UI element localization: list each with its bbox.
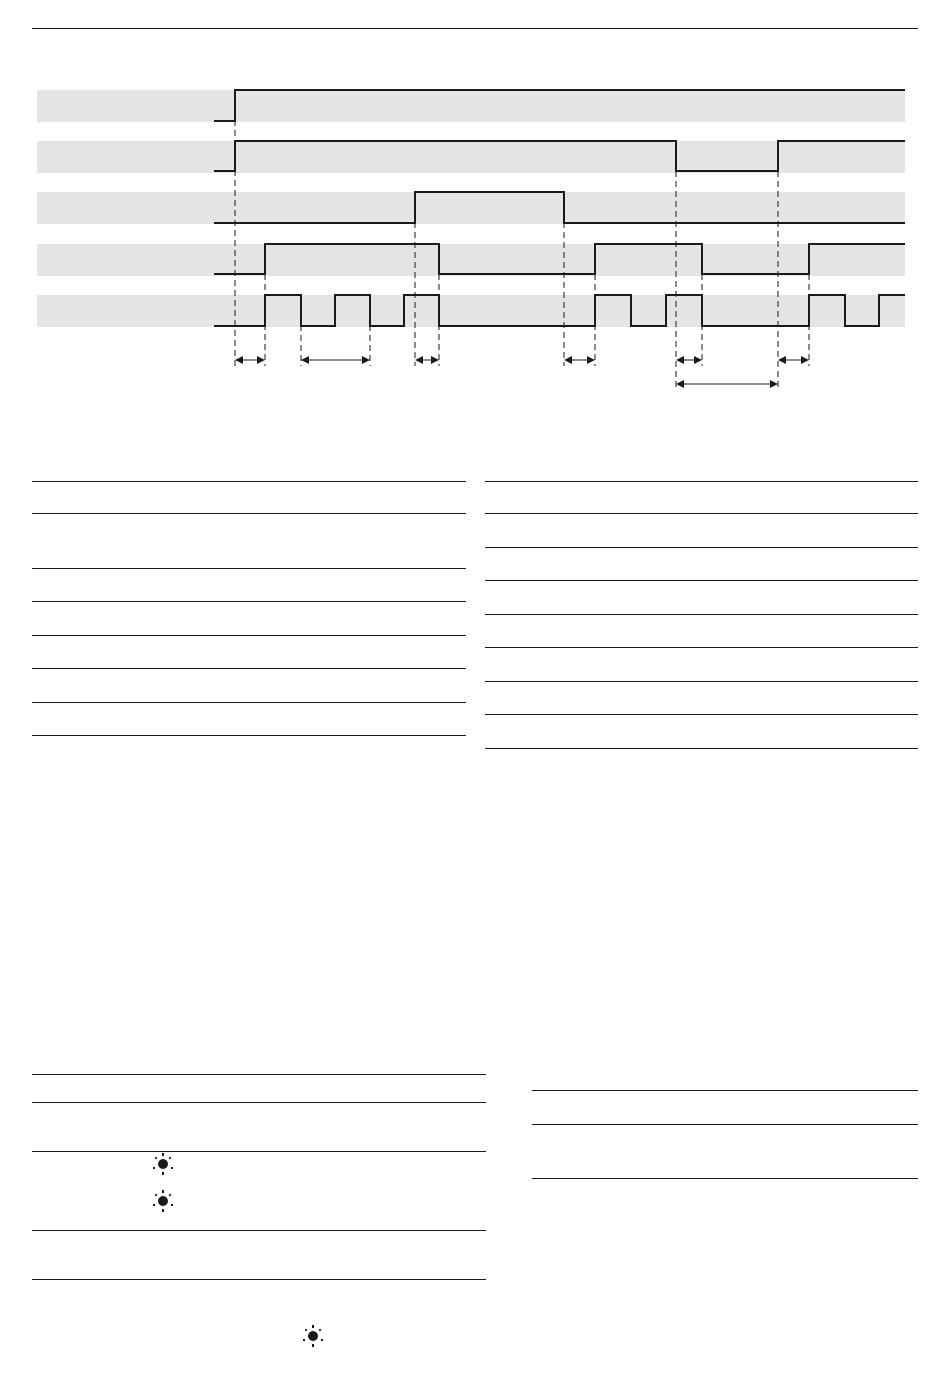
table-rule	[32, 568, 466, 569]
time-markers	[235, 90, 809, 390]
signal-band-5	[37, 295, 905, 327]
signal-band-4	[37, 244, 905, 276]
table-rule	[485, 547, 918, 548]
led-indicator-icon	[150, 1187, 176, 1213]
table-rule	[485, 580, 918, 581]
table-rule	[32, 635, 466, 636]
table-rule	[32, 702, 466, 703]
table-rule	[485, 513, 918, 514]
signal-band-1	[37, 90, 905, 122]
table-rule	[32, 1230, 486, 1231]
table-rule	[32, 1151, 486, 1152]
led-indicator-icon	[150, 1150, 176, 1176]
signal-band-3	[37, 192, 905, 224]
table-rule	[532, 1178, 918, 1179]
table-rule	[485, 647, 918, 648]
table-rule	[32, 1102, 486, 1103]
led-indicator-icon	[300, 1322, 326, 1348]
table-rule	[32, 601, 466, 602]
table-rule	[485, 714, 918, 715]
table-rule	[32, 513, 466, 514]
table-rule	[32, 668, 466, 669]
timing-diagram	[0, 0, 950, 400]
table-rule	[532, 1124, 918, 1125]
table-rule	[485, 681, 918, 682]
table-rule	[32, 1279, 486, 1280]
table-rule	[485, 748, 918, 749]
table-rule	[32, 1074, 486, 1075]
table-rule	[485, 614, 918, 615]
signal-band-2	[37, 141, 905, 173]
table-rule	[32, 481, 466, 482]
table-rule	[532, 1090, 918, 1091]
table-rule	[485, 481, 918, 482]
duration-arrows	[236, 360, 808, 384]
table-rule	[32, 735, 466, 736]
signal-bands	[37, 90, 905, 327]
